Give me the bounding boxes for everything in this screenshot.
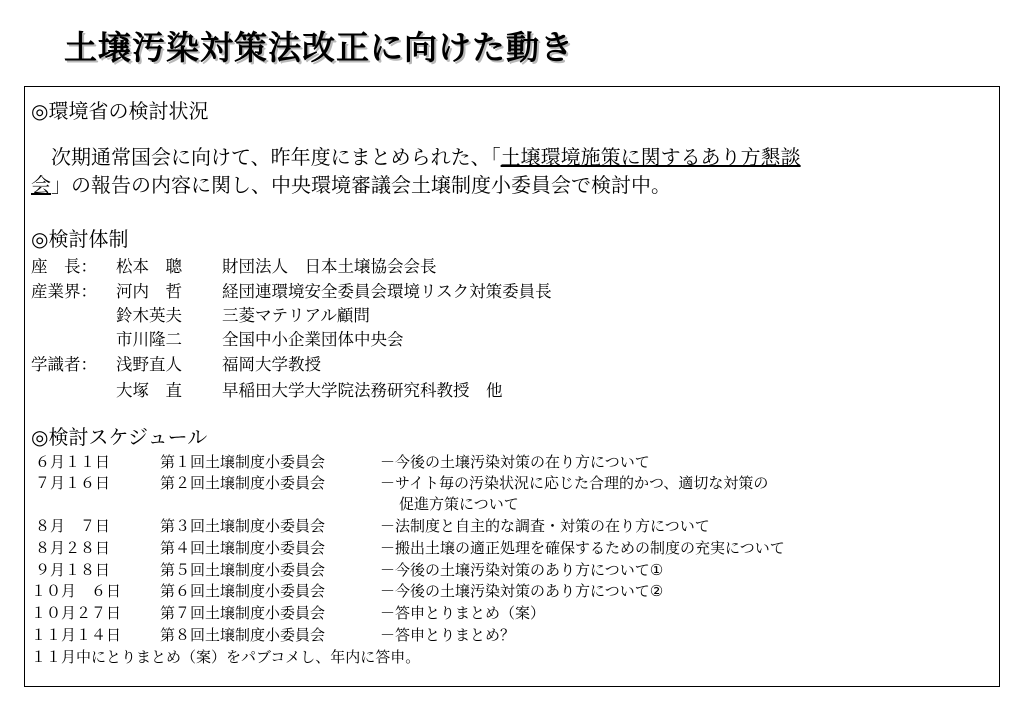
schedule-date: ９月１８日 [35,561,111,579]
status-paragraph-line2 [31,169,671,198]
member-name: 市川隆二 [116,330,182,349]
member-affiliation: 全国中小企業団体中央会 [222,330,404,349]
schedule-topic: －法制度と自主的な調査・対策の在り方について [380,517,710,535]
section-heading-structure: ◎検討体制 [31,227,129,251]
schedule-topic: －答申とりまとめ？ [380,626,516,644]
schedule-date: ６月１１日 [35,453,111,471]
member-name: 浅野直人 [116,355,182,374]
schedule-meeting: 第６回土壌制度小委員会 [160,582,326,600]
schedule-footer-note: １１月中にとりまとめ（案）をパブコメし、年内に答申。 [31,648,421,666]
schedule-meeting: 第３回土壌制度小委員会 [160,517,326,535]
slide-title: 土壌汚染対策法改正に向けた動き [64,28,574,67]
schedule-topic: －今後の土壌汚染対策のあり方について② [380,582,664,600]
schedule-date: ８月 ７日 [35,517,111,535]
schedule-meeting: 第７回土壌制度小委員会 [160,604,326,622]
member-role: 学識者： [31,355,97,374]
section-heading-schedule: ◎検討スケジュール [31,425,208,449]
member-name: 大塚 直 [116,381,182,400]
status-paragraph-line1 [31,141,801,170]
schedule-topic: －搬出土壌の適正処理を確保するための制度の充実について [380,539,785,557]
schedule-date: １０月 ６日 [31,582,122,600]
schedule-date: １１月１４日 [31,626,122,644]
member-name: 鈴木英夫 [116,306,182,325]
member-affiliation: 経団連環境安全委員会環境リスク対策委員長 [222,282,552,301]
report-title-link-cont: 会 [31,173,51,197]
member-name: 松本 聰 [116,257,182,276]
schedule-meeting: 第５回土壌制度小委員会 [160,561,326,579]
member-role: 座 長： [31,257,97,276]
member-name: 河内 哲 [116,282,182,301]
status-text: 次期通常国会に向けて、昨年度にまとめられた、「 [31,145,501,169]
schedule-date: １０月２７日 [31,604,122,622]
schedule-date: ８月２８日 [35,539,111,557]
report-title-link: 土壌環境施策に関するあり方懇談 [500,145,801,169]
member-affiliation: 財団法人 日本土壌協会会長 [222,257,437,276]
section-heading-status: ◎環境省の検討状況 [31,99,209,123]
schedule-topic-cont: 促進方策について [399,495,519,513]
member-role: 産業界： [31,282,97,301]
schedule-topic: －今後の土壌汚染対策の在り方について [380,453,650,471]
member-affiliation: 福岡大学教授 [222,355,321,374]
content-box [24,86,1000,687]
schedule-topic: －答申とりまとめ（案） [380,604,546,622]
schedule-date: ７月１６日 [35,474,111,492]
schedule-meeting: 第８回土壌制度小委員会 [160,626,326,644]
schedule-meeting: 第２回土壌制度小委員会 [160,474,326,492]
status-text-cont: 」の報告の内容に関し、中央環境審議会土壌制度小委員会で検討中。 [51,173,671,197]
member-affiliation: 三菱マテリアル顧問 [222,306,370,325]
schedule-meeting: 第４回土壌制度小委員会 [160,539,326,557]
member-affiliation: 早稲田大学大学院法務研究科教授 他 [222,381,503,400]
schedule-topic: －今後の土壌汚染対策のあり方について① [380,561,664,579]
schedule-meeting: 第１回土壌制度小委員会 [160,453,326,471]
schedule-topic: －サイト毎の汚染状況に応じた合理的かつ、適切な対策の [380,474,769,492]
